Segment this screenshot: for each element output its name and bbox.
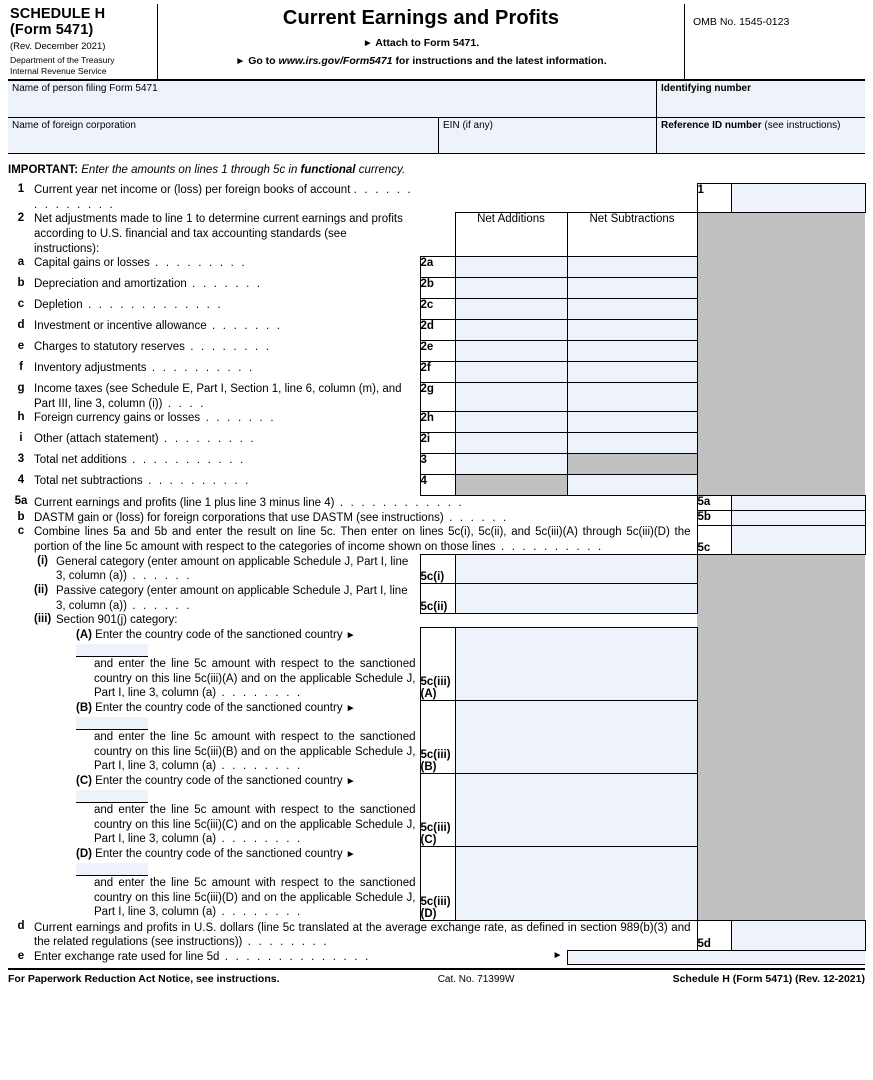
line-2i-box-label: 2i — [420, 432, 455, 453]
important-text-b: functional — [300, 163, 356, 176]
reference-id-label: Reference ID number — [661, 119, 762, 131]
line-5ci-numeral: (i) — [37, 554, 48, 567]
line-2g-box-label: 2g — [420, 382, 455, 411]
attach-text: Attach to Form 5471. — [375, 37, 480, 49]
line-2e-net-subtractions-input[interactable] — [567, 340, 697, 361]
line-2h-box-label: 2h — [420, 411, 455, 432]
line-2g-net-subtractions-input[interactable] — [567, 382, 697, 411]
shaded-cell — [731, 628, 865, 701]
line-5a-amount-input[interactable] — [731, 495, 865, 510]
identity-row-1 — [8, 81, 865, 118]
shaded-cell — [697, 628, 731, 701]
line-2e-letter: e — [17, 340, 25, 353]
shaded-cell — [731, 432, 865, 453]
line-5ciiiC-text2: and enter the line 5c amount with respect to the sanctioned country on this line 5c(iii)(C) and on the applicable Schedule J, Part I, line 3, column (a) — [94, 804, 416, 846]
line-3-box-label: 3 — [420, 453, 455, 474]
shaded-cell — [731, 382, 865, 411]
form-header — [8, 4, 865, 154]
goto-suffix: for instructions and the latest information. — [395, 55, 607, 67]
line-4-box-label: 4 — [420, 474, 455, 495]
line-3-number: 3 — [17, 453, 25, 466]
line-1-amount-input[interactable] — [731, 183, 865, 212]
shaded-cell — [697, 701, 731, 774]
line-2b-net-additions-input[interactable] — [455, 277, 567, 298]
line-4-net-subtractions-input[interactable] — [567, 474, 697, 495]
name-of-filer-label: Name of person filing Form 5471 — [12, 82, 158, 94]
row-line-5c — [8, 525, 865, 555]
shaded-cell — [697, 298, 731, 319]
form-page — [0, 4, 873, 985]
line-1-text: Current year net income or (loss) per foreign books of account . . . . . . . . . . . . . . — [34, 184, 413, 211]
line-5ciiiB-letter: (B) — [76, 701, 92, 714]
arrow-right-icon-C: ► — [345, 775, 356, 787]
dept-line-2: Internal Revenue Service — [10, 65, 107, 76]
row-line-5ciiiB — [8, 701, 865, 774]
arrow-right-icon-E: ► — [552, 950, 563, 962]
row-line-5cii — [8, 584, 865, 613]
header-left-block — [8, 4, 158, 79]
shaded-cell — [697, 382, 731, 411]
line-5b-box-label: 5b — [697, 511, 731, 526]
shaded-cell — [731, 847, 865, 920]
row-line-2b — [8, 277, 865, 298]
line-5ci-text: General category (enter amount on applicable Schedule J, Part I, line 3, column (a)) . . . . . . — [56, 555, 409, 583]
row-line-2d — [8, 319, 865, 340]
line-2b-letter: b — [17, 277, 25, 290]
form-footer — [8, 968, 865, 985]
shaded-cell — [697, 555, 731, 584]
shaded-cell — [731, 298, 865, 319]
shaded-cell — [731, 256, 865, 277]
line-2f-net-additions-input[interactable] — [455, 361, 567, 382]
line-2i-net-additions-input[interactable] — [455, 432, 567, 453]
line-5ciiiC-block: (C) Enter the country code of the sanctioned country ► and enter the line 5c amount with respect to the sanctioned country on this line 5c(iii)(C) and on the applicable Schedule J, Part I, line 3, column (a) . . . . . . . . — [76, 774, 416, 846]
line-2i-net-subtractions-input[interactable] — [567, 432, 697, 453]
form-title: Current Earnings and Profits — [282, 7, 560, 29]
line-2b-box-label: 2b — [420, 277, 455, 298]
line-5e-letter: e — [17, 950, 25, 963]
line-2a-net-additions-input[interactable] — [455, 256, 567, 277]
shaded-cell — [731, 613, 865, 628]
line-5c-box-label: 5c — [697, 525, 731, 555]
line-5ciiiD-text2: and enter the line 5c amount with respect to the sanctioned country on this line 5c(iii)(D) and on the applicable Schedule J, Part I, line 3, column (a) — [94, 877, 416, 919]
line-2-number: 2 — [17, 212, 25, 225]
line-5ciiiB-text2: and enter the line 5c amount with respect to the sanctioned country on this line 5c(iii)(B) and on the applicable Schedule J, Part I, line 3, column (a) — [94, 731, 416, 773]
shaded-cell — [731, 453, 865, 474]
line-2c-box-label: 2c — [420, 298, 455, 319]
row-line-2e — [8, 340, 865, 361]
line-5a-number: 5a — [14, 495, 28, 508]
line-2d-net-subtractions-input[interactable] — [567, 319, 697, 340]
line-5a-box-label: 5a — [697, 495, 731, 510]
important-text-a: Enter the amounts on lines 1 through 5c in — [81, 163, 301, 176]
identity-row-2 — [8, 118, 865, 154]
column-header-net-subtractions: Net Subtractions — [567, 212, 697, 256]
arrow-right-icon-A: ► — [345, 629, 356, 641]
line-5b-amount-input[interactable] — [731, 511, 865, 526]
shaded-cell — [697, 411, 731, 432]
reference-id-field[interactable] — [656, 118, 865, 154]
shaded-cell — [731, 584, 865, 613]
line-5ciiiB-text1: Enter the country code of the sanctioned country — [95, 701, 343, 714]
line-5ciiiA-amount-input[interactable] — [455, 628, 697, 701]
shaded-cell — [731, 361, 865, 382]
line-5cii-numeral: (ii) — [34, 583, 49, 596]
line-2b-text: Depreciation and amortization . . . . . . . — [34, 278, 263, 291]
arrow-right-icon-D: ► — [345, 848, 356, 860]
goto-prefix: Go to — [248, 55, 276, 67]
line-5ci-box-label: 5c(i) — [420, 555, 455, 584]
line-5ciiiD-amount-input[interactable] — [455, 847, 697, 920]
row-line-4 — [8, 474, 865, 495]
line-5c-letter: c — [17, 525, 25, 538]
main-form-table — [8, 183, 865, 966]
shaded-cell — [731, 555, 865, 584]
line-2g-letter: g — [17, 382, 25, 395]
row-line-5ciiiA — [8, 628, 865, 701]
form-reference: Schedule H (Form 5471) (Rev. 12-2021) — [672, 973, 865, 986]
line-5ciiiA-box-label: 5c(iii)(A) — [420, 628, 455, 701]
line-5e-exchange-rate-input[interactable] — [567, 950, 865, 965]
line-5ciiiD-box-label: 5c(iii)(D) — [420, 847, 455, 920]
line-2h-net-subtractions-input[interactable] — [567, 411, 697, 432]
shaded-cell — [697, 613, 731, 628]
line-4-number: 4 — [17, 474, 25, 487]
important-word: IMPORTANT: — [8, 163, 79, 176]
catalog-number: Cat. No. 71399W — [437, 973, 515, 985]
line-5ci-amount-input[interactable] — [455, 555, 697, 584]
line-2h-net-additions-input[interactable] — [455, 411, 567, 432]
line-3-net-additions-input[interactable] — [455, 453, 567, 474]
line-5d-text: Current earnings and profits in U.S. dollars (line 5c translated at the average exchange rate, as defined in section 989(b)(3) and the related regulations (see instructions)) . . . . . . . . — [34, 921, 691, 949]
line-5d-box-label: 5d — [697, 920, 731, 950]
line-5ciiiD-letter: (D) — [76, 847, 92, 860]
line-2i-text: Other (attach statement) . . . . . . . . . — [34, 433, 256, 446]
name-of-foreign-corp-label: Name of foreign corporation — [12, 119, 136, 131]
name-of-filer-field[interactable] — [8, 81, 656, 117]
row-line-2h — [8, 411, 865, 432]
line-5a-text: Current earnings and profits (line 1 plus line 3 minus line 4) . . . . . . . . . . . . — [34, 496, 464, 509]
line-2e-text: Charges to statutory reserves . . . . . . . . — [34, 341, 272, 354]
line-5ciiiD-country-code-input[interactable] — [76, 863, 148, 876]
line-5ciiiC-box-label: 5c(iii)(C) — [420, 774, 455, 847]
column-header-net-additions: Net Additions — [455, 212, 567, 256]
important-note — [8, 164, 865, 176]
shaded-cell — [731, 411, 865, 432]
line-2a-net-subtractions-input[interactable] — [567, 256, 697, 277]
line-5ciiiB-box-label: 5c(iii)(B) — [420, 701, 455, 774]
line-2g-net-additions-input[interactable] — [455, 382, 567, 411]
line-2c-letter: c — [17, 298, 25, 311]
line-2c-net-additions-input[interactable] — [455, 298, 567, 319]
shaded-cell — [697, 277, 731, 298]
name-of-foreign-corp-field[interactable] — [8, 118, 438, 154]
line-5ciiiA-text1: Enter the country code of the sanctioned country — [95, 628, 343, 641]
row-line-5ciiiD — [8, 847, 865, 920]
ein-label: EIN (if any) — [443, 119, 494, 131]
line-2f-letter: f — [19, 361, 23, 374]
shaded-cell — [697, 340, 731, 361]
line-2a-text: Capital gains or losses . . . . . . . . . — [34, 257, 247, 270]
line-5ciiiA-country-code-input[interactable] — [76, 644, 148, 657]
line-2a-letter: a — [17, 256, 25, 269]
line-5e-text: Enter exchange rate used for line 5d . . . . . . . . . . . . . . ► — [34, 950, 567, 965]
row-line-5ciiiC — [8, 774, 865, 847]
line-5c-text: Combine lines 5a and 5b and enter the result on line 5c. Then enter on lines 5c(i), 5c(ii), and 5c(iii)(A) through 5c(iii)(D) the portion of the line 5c amount with respect to the categories of income shown on those lines . . . . . . . . . . — [34, 526, 691, 553]
line-2f-box-label: 2f — [420, 361, 455, 382]
row-line-5b — [8, 511, 865, 526]
reference-id-note: (see instructions) — [764, 119, 841, 131]
line-2g-text: Income taxes (see Schedule E, Part I, Section 1, line 6, column (m), and Part III, line 3, column (i)) . . . . — [34, 383, 402, 410]
line-5ciiiB-amount-input[interactable] — [455, 701, 697, 774]
row-line-2c — [8, 298, 865, 319]
revision-date: (Rev. December 2021) — [10, 41, 106, 53]
row-line-5d — [8, 920, 865, 950]
shaded-cell — [697, 584, 731, 613]
line-1-box-label: 1 — [697, 183, 731, 212]
line-2f-text: Inventory adjustments . . . . . . . . . . — [34, 362, 255, 375]
line-5ciiiC-text1: Enter the country code of the sanctioned country — [95, 774, 343, 787]
arrow-right-icon-2: ► — [235, 56, 246, 67]
line-5ciiiA-block: (A) Enter the country code of the sanctioned country ► and enter the line 5c amount with respect to the sanctioned country on this line 5c(iii)(A) and on the applicable Schedule J, Part I, line 3, column (a) . . . . . . . . — [76, 628, 416, 700]
line-3-net-subtractions-shaded — [567, 453, 697, 474]
shaded-cell — [731, 212, 865, 256]
line-2d-text: Investment or incentive allowance . . . . . . . — [34, 320, 283, 333]
row-line-1 — [8, 183, 865, 212]
line-2d-letter: d — [17, 319, 25, 332]
shaded-cell — [697, 361, 731, 382]
schedule-name: SCHEDULE H — [10, 6, 106, 22]
shaded-cell — [697, 432, 731, 453]
line-2a-box-label: 2a — [420, 256, 455, 277]
line-5ciiiC-letter: (C) — [76, 774, 92, 787]
identifying-number-field[interactable] — [656, 81, 865, 117]
omb-number: OMB No. 1545-0123 — [693, 16, 790, 28]
row-line-5ciii-header — [8, 613, 865, 628]
arrow-right-icon-B: ► — [345, 702, 356, 714]
line-5ciiiA-text2: and enter the line 5c amount with respect to the sanctioned country on this line 5c(iii)(A) and on the applicable Schedule J, Part I, line 3, column (a) — [94, 658, 416, 700]
shaded-cell — [731, 701, 865, 774]
line-5cii-amount-input[interactable] — [455, 584, 697, 613]
line-5ciii-numeral: (iii) — [34, 613, 52, 626]
leader-dots: . . . . . . . . . . . . . . — [34, 184, 413, 211]
row-line-2f — [8, 361, 865, 382]
row-line-3 — [8, 453, 865, 474]
shaded-cell — [697, 212, 731, 256]
line-3-text: Total net additions . . . . . . . . . . . — [34, 454, 246, 467]
line-2e-box-label: 2e — [420, 340, 455, 361]
line-2i-letter: i — [19, 432, 23, 445]
line-5ciiiD-block: (D) Enter the country code of the sanctioned country ► and enter the line 5c amount with respect to the sanctioned country on this line 5c(iii)(D) and on the applicable Schedule J, Part I, line 3, column (a) . . . . . . . . — [76, 847, 416, 919]
line-5b-text: DASTM gain or (loss) for foreign corporations that use DASTM (see instructions) . . . . . . — [34, 511, 509, 524]
ein-field[interactable] — [438, 118, 656, 154]
shaded-cell — [697, 256, 731, 277]
line-2b-net-subtractions-input[interactable] — [567, 277, 697, 298]
arrow-right-icon: ► — [362, 38, 373, 49]
shaded-cell — [731, 340, 865, 361]
line-5ciiiB-block: (B) Enter the country code of the sanctioned country ► and enter the line 5c amount with respect to the sanctioned country on this line 5c(iii)(B) and on the applicable Schedule J, Part I, line 3, column (a) . . . . . . . . — [76, 701, 416, 773]
shaded-cell — [731, 319, 865, 340]
shaded-cell — [731, 277, 865, 298]
line-4-text: Total net subtractions . . . . . . . . . . — [34, 475, 251, 488]
row-line-2g — [8, 382, 865, 411]
header-center-block — [158, 4, 685, 79]
line-5d-letter: d — [17, 920, 25, 932]
shaded-cell — [697, 474, 731, 495]
line-5c-amount-input[interactable] — [731, 525, 865, 555]
row-line-5a — [8, 495, 865, 510]
important-text-c: currency. — [355, 163, 406, 176]
line-2-text: Net adjustments made to line 1 to determine current earnings and profits according to U.S. financial and tax accounting standards (see instructions): — [34, 213, 403, 255]
shaded-cell — [731, 474, 865, 495]
irs-url[interactable]: www.irs.gov/Form5471 — [278, 55, 393, 67]
shaded-cell — [697, 774, 731, 847]
line-5ciiiB-country-code-input[interactable] — [76, 717, 148, 730]
line-5ciii-text: Section 901(j) category: — [56, 614, 178, 627]
shaded-cell — [697, 847, 731, 920]
line-5ciiiA-letter: (A) — [76, 628, 92, 641]
line-1-number: 1 — [17, 183, 25, 196]
row-line-2i — [8, 432, 865, 453]
line-5ciiiD-text1: Enter the country code of the sanctioned country — [95, 847, 343, 860]
line-2f-net-subtractions-input[interactable] — [567, 361, 697, 382]
identifying-number-label: Identifying number — [661, 82, 751, 94]
row-line-5ci — [8, 555, 865, 584]
row-line-5e — [8, 950, 865, 965]
line-5b-letter: b — [17, 510, 25, 523]
paperwork-notice: For Paperwork Reduction Act Notice, see instructions. — [8, 973, 280, 986]
line-4-net-additions-shaded — [455, 474, 567, 495]
line-5cii-text: Passive category (enter amount on applicable Schedule J, Part I, line 3, column (a)) . . . . . . — [56, 584, 408, 612]
line-5ciiiC-amount-input[interactable] — [455, 774, 697, 847]
dept-line-1: Department of the Treasury — [10, 55, 115, 66]
line-2e-net-additions-input[interactable] — [455, 340, 567, 361]
line-2h-text: Foreign currency gains or losses . . . . . . . — [34, 412, 276, 425]
form-name: (Form 5471) — [10, 22, 94, 39]
line-2d-net-additions-input[interactable] — [455, 319, 567, 340]
row-line-2 — [8, 212, 865, 256]
shaded-cell — [731, 774, 865, 847]
shaded-cell — [697, 319, 731, 340]
line-5cii-box-label: 5c(ii) — [420, 584, 455, 613]
shaded-cell — [697, 453, 731, 474]
line-2d-box-label: 2d — [420, 319, 455, 340]
line-2c-net-subtractions-input[interactable] — [567, 298, 697, 319]
line-5ciiiC-country-code-input[interactable] — [76, 790, 148, 803]
line-5d-amount-input[interactable] — [731, 920, 865, 950]
row-line-2a — [8, 256, 865, 277]
line-2h-letter: h — [17, 411, 25, 424]
line-2c-text: Depletion . . . . . . . . . . . . . — [34, 299, 223, 312]
